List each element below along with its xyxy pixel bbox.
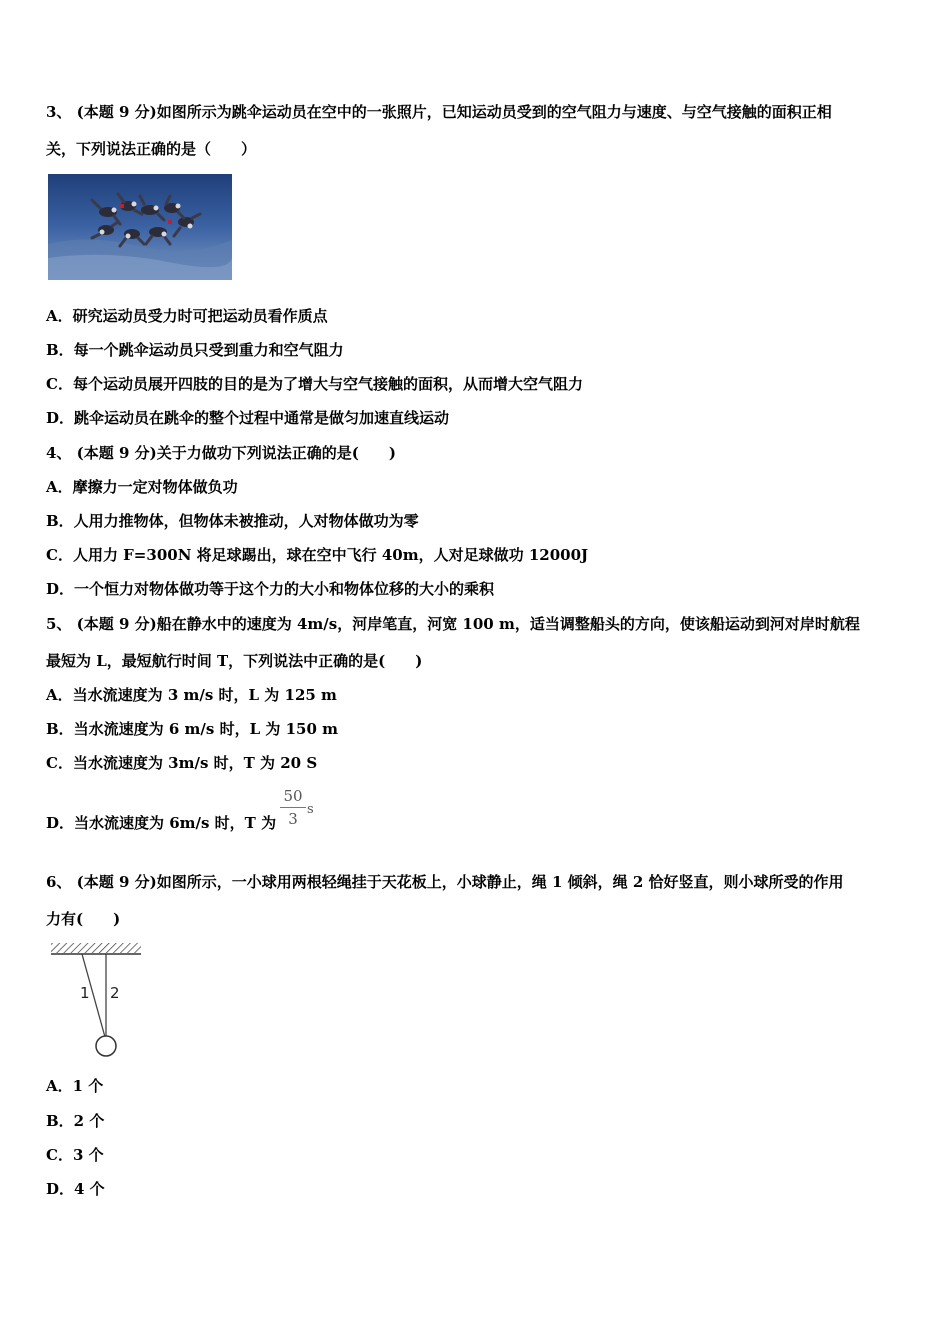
fraction-denominator: 3 [288, 810, 298, 828]
q3-stem-line1: 3、 (本题 9 分)如图所示为跳伞运动员在空中的一张照片，已知运动员受到的空气阻力与速度、与空气接触的面积正相 [46, 103, 832, 121]
fraction-unit: s [307, 802, 314, 817]
q6-stem-line1: 6、 (本题 9 分)如图所示，一小球用两根轻绳挂于天花板上，小球静止，绳 1 倾斜，绳 2 恰好竖直，则小球所受的作用 [46, 873, 844, 891]
pendulum-figure [48, 940, 144, 1060]
fraction-numerator: 50 [283, 787, 303, 805]
fraction-bar [280, 807, 306, 808]
q3-option-d: D．跳伞运动员在跳伞的整个过程中通常是做匀加速直线运动 [46, 409, 450, 427]
rope-2-label: 2 [110, 984, 120, 1002]
q5-option-d: D．当水流速度为 6m/s 时，T 为 [46, 814, 277, 832]
q6-stem-line2: 力有( ) [46, 910, 121, 928]
q5-stem-line1: 5、 (本题 9 分)船在静水中的速度为 4m/s，河岸笔直，河宽 100 m，适当调整船头的方向，使该船运动到河对岸时航程 [46, 615, 860, 633]
q3-stem-line2: 关，下列说法正确的是（ ） [46, 140, 257, 158]
q5-stem-line2: 最短为 L，最短航行时间 T，下列说法中正确的是( ) [46, 652, 423, 670]
q3-option-a: A．研究运动员受力时可把运动员看作质点 [46, 307, 328, 325]
time-fraction [280, 786, 306, 829]
q4-stem: 4、 (本题 9 分)关于力做功下列说法正确的是( ) [46, 444, 396, 462]
q6-option-c: C．3 个 [46, 1146, 104, 1164]
q3-option-c: C．每个运动员展开四肢的目的是为了增大与空气接触的面积，从而增大空气阻力 [46, 375, 583, 393]
ceiling [51, 943, 141, 953]
skydivers-photo [48, 174, 232, 280]
q5-option-c: C．当水流速度为 3m/s 时，T 为 20 S [46, 754, 318, 772]
q6-option-d: D．4 个 [46, 1180, 105, 1198]
q5-option-a: A．当水流速度为 3 m/s 时，L 为 125 m [46, 686, 337, 704]
q6-option-b: B．2 个 [46, 1112, 105, 1130]
rope-1-label: 1 [80, 984, 90, 1002]
q6-option-a: A．1 个 [46, 1077, 104, 1095]
q4-option-a: A．摩擦力一定对物体做负功 [46, 478, 238, 496]
q4-option-d: D．一个恒力对物体做功等于这个力的大小和物体位移的大小的乘积 [46, 580, 495, 598]
q4-option-b: B．人用力推物体，但物体未被推动，人对物体做功为零 [46, 512, 419, 530]
q3-option-b: B．每一个跳伞运动员只受到重力和空气阻力 [46, 341, 344, 359]
q4-option-c: C．人用力 F=300N 将足球踢出，球在空中飞行 40m，人对足球做功 12000J [46, 546, 589, 564]
q5-option-b: B．当水流速度为 6 m/s 时，L 为 150 m [46, 720, 338, 738]
ball [96, 1036, 116, 1056]
